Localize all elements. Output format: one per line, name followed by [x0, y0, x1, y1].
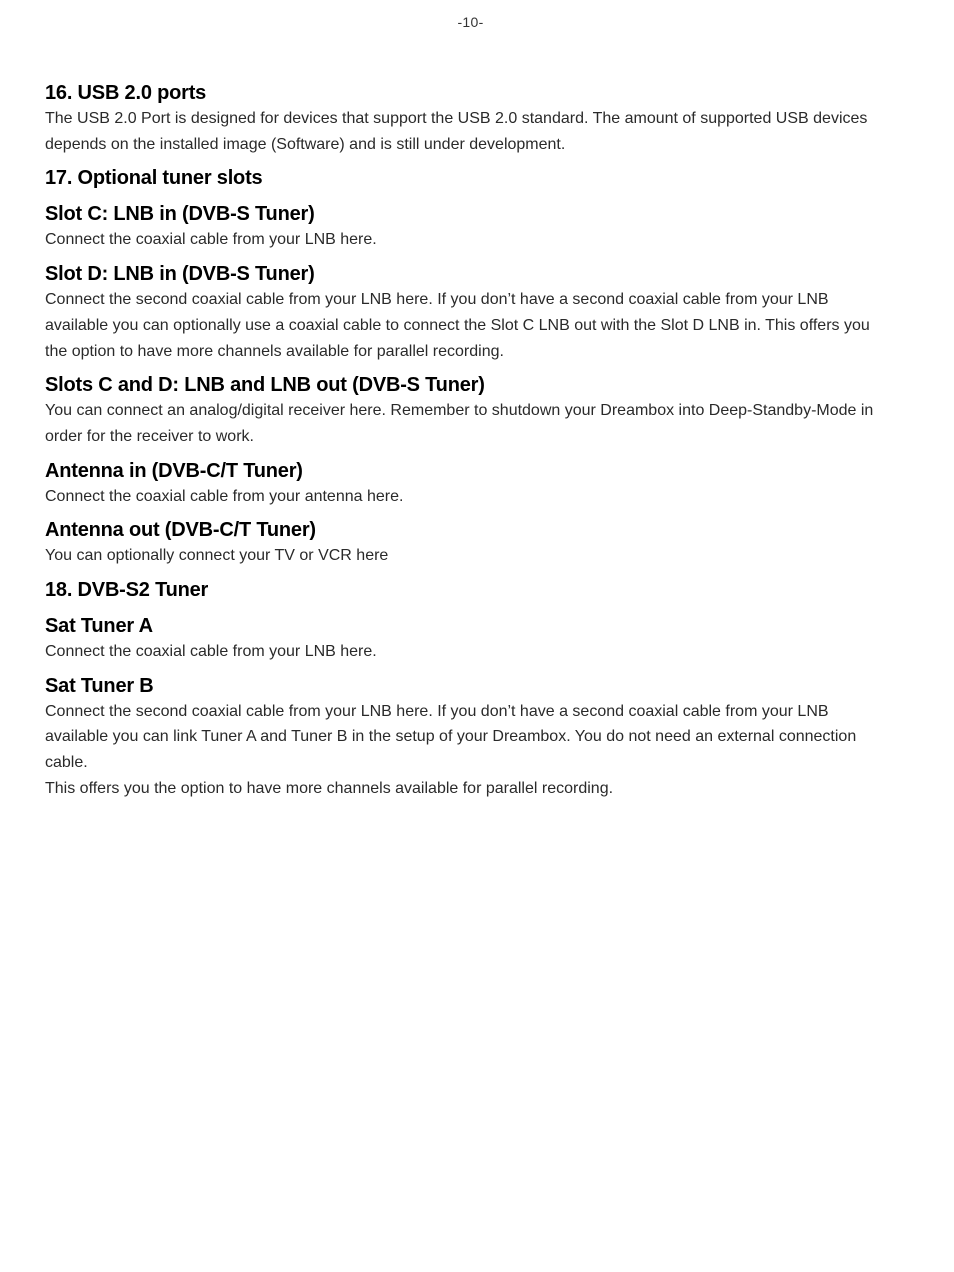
text-antenna-out: You can optionally connect your TV or VCR here: [45, 547, 389, 565]
section-optional-tuner-slots: [45, 165, 895, 191]
text-slot-c: Connect the coaxial cable from your LNB here.: [45, 231, 377, 249]
section-slots-c-and-d: [45, 372, 895, 449]
heading-antenna-out: Antenna out (DVB-C/T Tuner): [45, 519, 316, 542]
document-body: [45, 80, 895, 802]
heading-sat-tuner-b: Sat Tuner B: [45, 674, 154, 697]
heading-optional-tuner-slots: 17. Optional tuner slots: [45, 167, 263, 190]
text-usb-ports: The USB 2.0 Port is designed for devices that support the USB 2.0 standard. The amount of supported USB devices depends on the installed image (Software) and is still under development.: [45, 110, 868, 153]
section-antenna-in: [45, 458, 895, 510]
section-sat-tuner-b: [45, 673, 895, 802]
heading-usb-ports: 16. USB 2.0 ports: [45, 82, 207, 104]
text-slots-c-and-d: You can connect an analog/digital receiver here. Remember to shutdown your Dreambox into Deep-Standby-Mode in order for the receiver to work.: [45, 402, 874, 445]
heading-antenna-in: Antenna in (DVB-C/T Tuner): [45, 459, 303, 482]
heading-slot-d: Slot D: LNB in (DVB-S Tuner): [45, 263, 315, 286]
heading-slots-c-and-d: Slots C and D: LNB and LNB out (DVB-S Tuner): [45, 374, 485, 397]
text-sat-tuner-b-1: Connect the second coaxial cable from your LNB here. If you don’t have a second coaxial cable from your LNB available you can link Tuner A and Tuner B in the setup of your Dreambox. You do not need an external connection cable.: [45, 702, 857, 772]
section-dvb-s2-tuner: [45, 577, 895, 603]
text-sat-tuner-a: Connect the coaxial cable from your LNB here.: [45, 643, 377, 661]
heading-slot-c: Slot C: LNB in (DVB-S Tuner): [45, 203, 315, 226]
text-antenna-in: Connect the coaxial cable from your antenna here.: [45, 487, 404, 505]
section-antenna-out: [45, 517, 895, 569]
text-sat-tuner-b-2: This offers you the option to have more channels available for parallel recording.: [45, 779, 614, 797]
heading-dvb-s2-tuner: 18. DVB-S2 Tuner: [45, 579, 209, 602]
page-number: -10-: [457, 14, 484, 30]
section-slot-c: [45, 201, 895, 253]
section-sat-tuner-a: [45, 613, 895, 665]
section-slot-d: [45, 261, 895, 364]
text-slot-d: Connect the second coaxial cable from your LNB here. If you don’t have a second coaxial cable from your LNB available you can optionally use a coaxial cable to connect the Slot C LNB out with the Slot D LNB in. This offers you the option to have more channels available for parallel recording.: [45, 291, 870, 360]
section-usb-ports: [45, 80, 895, 157]
heading-sat-tuner-a: Sat Tuner A: [45, 615, 153, 638]
